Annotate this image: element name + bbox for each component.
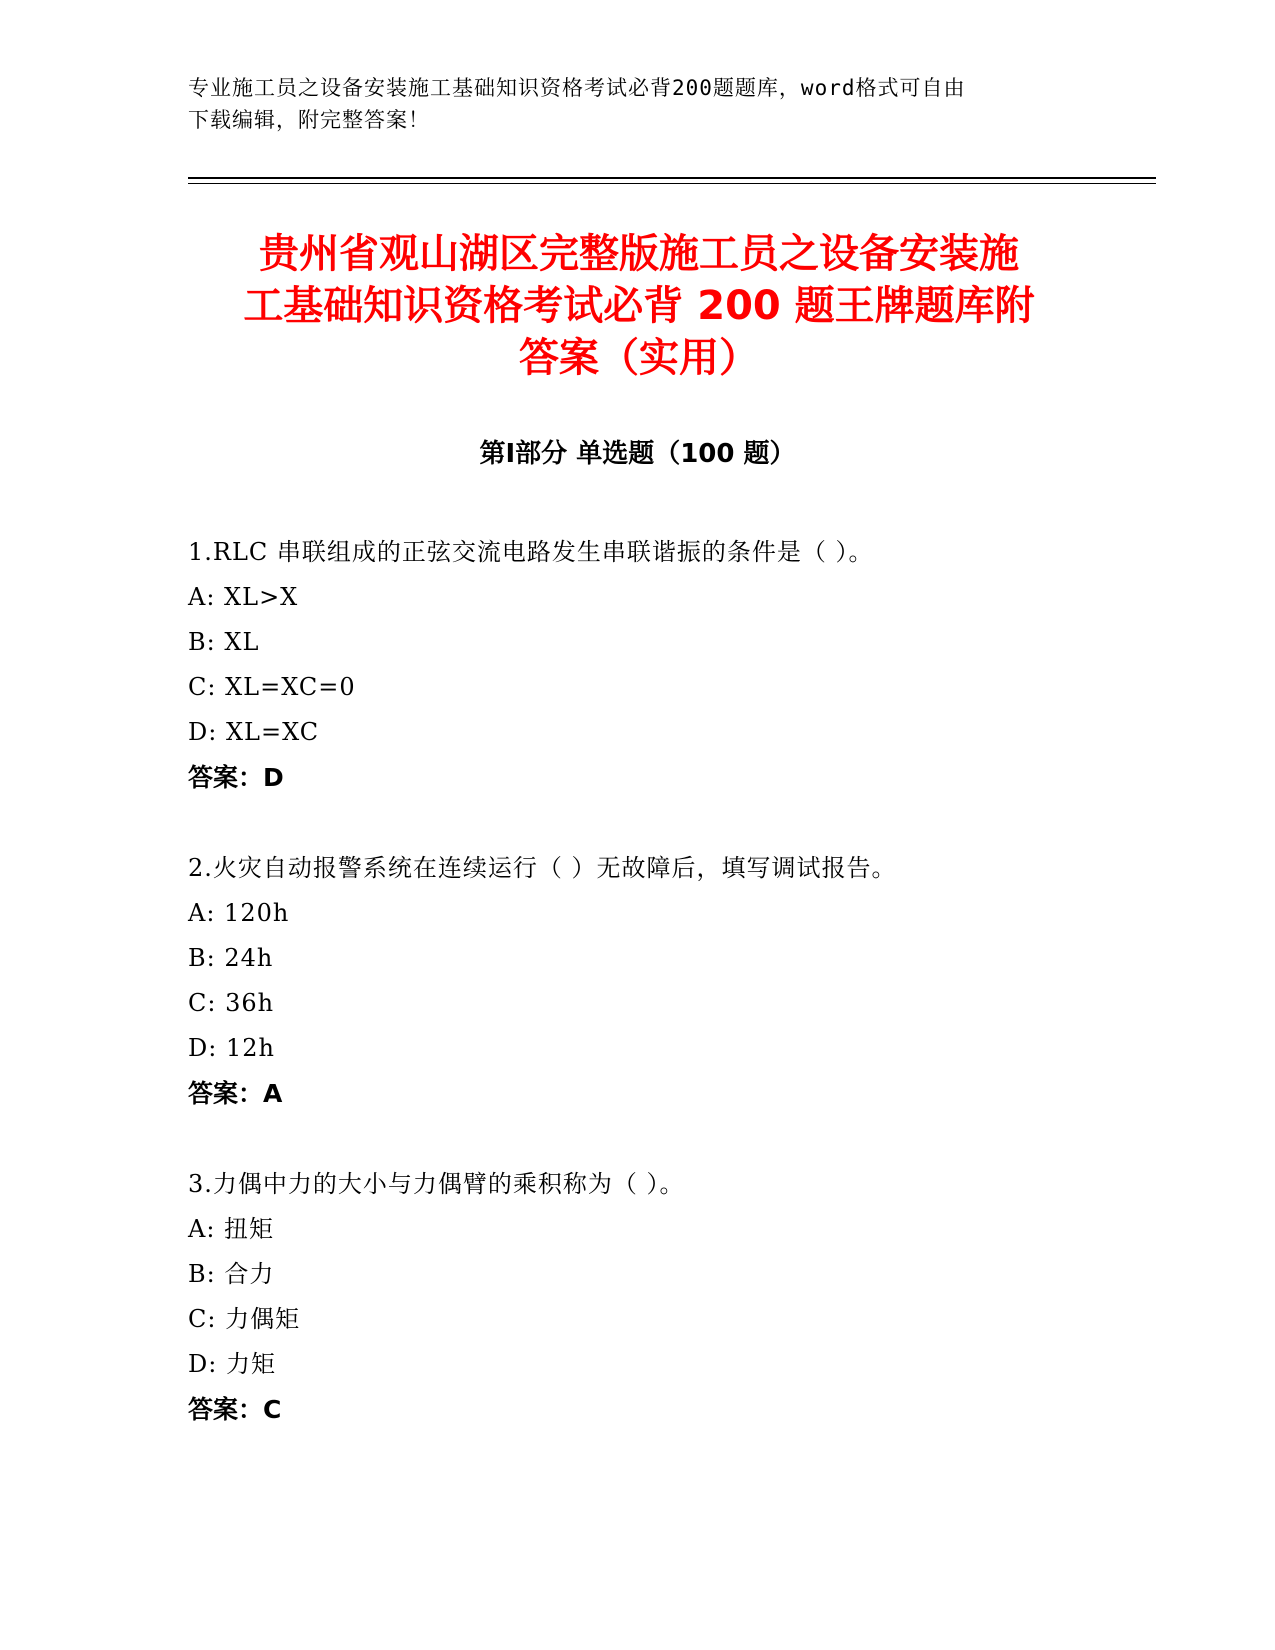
question-item <box>188 530 1148 800</box>
document-title-line-2: 工基础知识资格考试必背 200 题王牌题库附 <box>243 283 1035 329</box>
header-divider-thick <box>188 177 1156 179</box>
header-note <box>188 72 1088 136</box>
question-answer: 答案：A <box>188 1079 283 1108</box>
question-list <box>188 530 1148 1478</box>
question-option-b: B: 24h <box>188 944 274 972</box>
question-option-d: D: XL=XC <box>188 718 320 746</box>
document-title-line-1: 贵州省观山湖区完整版施工员之设备安装施 <box>259 231 1019 277</box>
section-title: 第Ⅰ部分 单选题（100 题） <box>479 439 796 469</box>
question-option-a: A: XL>X <box>188 583 299 611</box>
question-option-b: B: 合力 <box>188 1260 275 1288</box>
header-divider-thin <box>188 183 1156 184</box>
question-option-c: C: 36h <box>188 989 275 1017</box>
question-option-c: C: XL=XC=0 <box>188 673 356 701</box>
document-title-line-3: 答案（实用） <box>519 335 759 381</box>
question-option-d: D: 12h <box>188 1034 275 1062</box>
header-note-line-2: 下载编辑，附完整答案！ <box>188 108 430 132</box>
question-item <box>188 1162 1148 1432</box>
header-note-line-1: 专业施工员之设备安装施工基础知识资格考试必背200题题库，word格式可自由 <box>188 76 966 100</box>
question-text: 2.火灾自动报警系统在连续运行（ ）无故障后，填写调试报告。 <box>188 854 897 882</box>
document-title <box>190 228 1088 384</box>
question-text: 1.RLC 串联组成的正弦交流电路发生串联谐振的条件是（ ）。 <box>188 538 874 566</box>
question-option-d: D: 力矩 <box>188 1350 276 1378</box>
question-option-a: A: 120h <box>188 899 290 927</box>
question-answer: 答案：D <box>188 763 284 792</box>
question-option-a: A: 扭矩 <box>188 1215 275 1243</box>
question-text: 3.力偶中力的大小与力偶臂的乘积称为（ ）。 <box>188 1170 685 1198</box>
question-option-b: B: XL <box>188 628 260 656</box>
question-item <box>188 846 1148 1116</box>
question-answer: 答案：C <box>188 1395 282 1424</box>
question-option-c: C: 力偶矩 <box>188 1305 301 1333</box>
